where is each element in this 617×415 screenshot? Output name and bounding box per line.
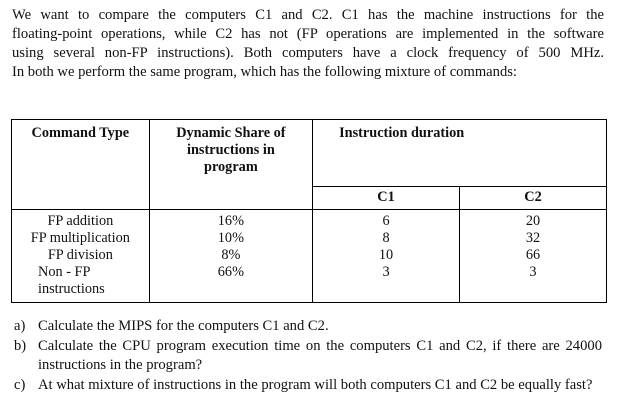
command-mixture-table (11, 119, 607, 303)
table-row (12, 230, 607, 247)
header-c1: C1 (313, 187, 460, 210)
cell-dynamic-share: 8% (149, 247, 312, 264)
cell-c2-duration: 3 (460, 264, 607, 303)
header-instruction-duration: Instruction duration (313, 120, 607, 187)
cell-c2-duration: 66 (460, 247, 607, 264)
table-row (12, 247, 607, 264)
cell-c1-duration: 8 (313, 230, 460, 247)
cell-dynamic-share: 16% (149, 210, 312, 231)
question-text: Calculate the CPU program execution time on the computers C1 and C2, if there are 24000 instructions in the program? (38, 338, 602, 373)
header-dynamic-share-spacer (149, 187, 312, 210)
cell-command-type: Non - FP instructions (12, 264, 150, 303)
header-command-type: Command Type (12, 120, 150, 187)
cell-c1-duration: 10 (313, 247, 460, 264)
question-label: b) (14, 338, 27, 354)
intro-paragraph (12, 6, 604, 82)
intro-line: We want to compare the computers C1 and C2. C1 has the machine instructions for the (12, 7, 604, 23)
question-item (12, 317, 602, 336)
header-dynamic-share: Dynamic Share of instructions in program (149, 120, 312, 187)
header-c2: C2 (460, 187, 607, 210)
cell-dynamic-share: 10% (149, 230, 312, 247)
question-item (12, 376, 602, 395)
question-label: a) (14, 318, 26, 334)
question-text: At what mixture of instructions in the program will both computers C1 and C2 be equally fast? (38, 377, 593, 393)
questions-list (12, 317, 602, 396)
table-row (12, 264, 607, 303)
question-label: c) (14, 377, 26, 393)
cell-dynamic-share: 66% (149, 264, 312, 303)
cell-command-type: FP division (12, 247, 150, 264)
header-command-type-spacer (12, 187, 150, 210)
question-text: Calculate the MIPS for the computers C1 and C2. (38, 318, 329, 334)
cell-c1-duration: 3 (313, 264, 460, 303)
cell-command-type: FP multiplication (12, 230, 150, 247)
cell-c2-duration: 32 (460, 230, 607, 247)
intro-line: floating-point operations, while C2 has not (FP operations are implemented in the software (12, 26, 604, 42)
table-row (12, 210, 607, 231)
cell-command-type: FP addition (12, 210, 150, 231)
question-item (12, 337, 602, 375)
intro-line: using several non-FP instructions). Both computers have a clock frequency of 500 MHz. (12, 45, 604, 61)
intro-line: In both we perform the same program, which has the following mixture of commands: (12, 64, 517, 80)
cell-c1-duration: 6 (313, 210, 460, 231)
cell-c2-duration: 20 (460, 210, 607, 231)
